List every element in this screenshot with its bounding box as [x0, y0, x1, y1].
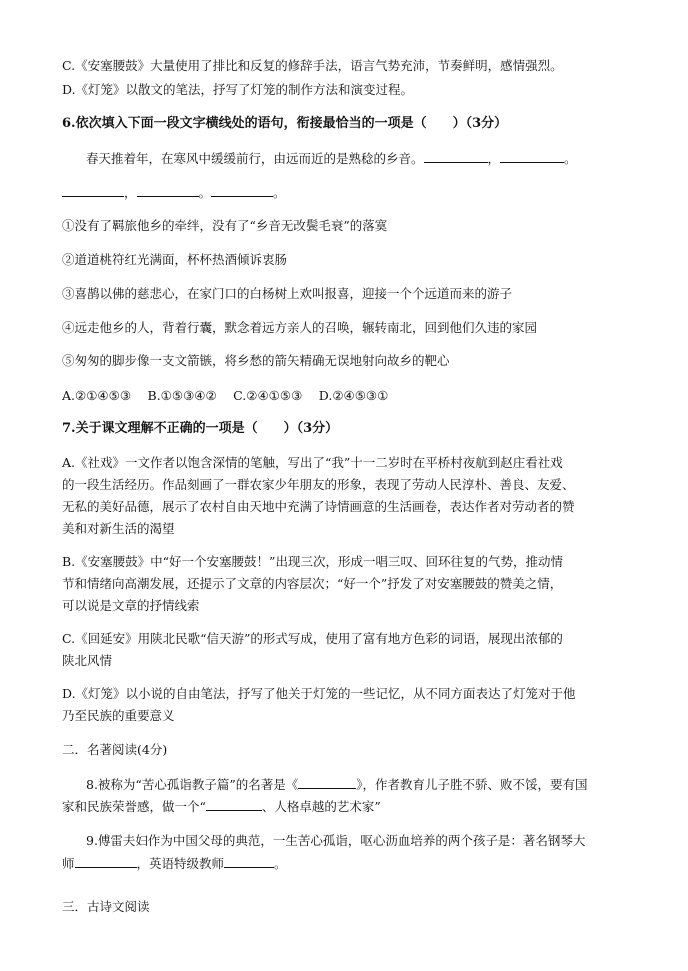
- answer-blank[interactable]: [206, 798, 262, 811]
- answer-blank[interactable]: [137, 184, 199, 197]
- question-9-line-1: 9.傅雷夫妇作为中国父母的典范，一生苦心孤诣，呕心沥血培养的两个孩子是：著名钢琴大: [86, 833, 586, 848]
- answer-blank[interactable]: [211, 184, 273, 197]
- passage-separator: ，: [487, 151, 501, 166]
- passage-text: 春天推着年，在寒风中缓缓前行，由远而近的是熟稔的乡音。: [86, 151, 424, 166]
- q7-option-a-line-1: A.《社戏》一文作者以饱含深情的笔触，写出了“我”十一二岁时在平桥村夜航到赵庄看社戏: [62, 455, 563, 470]
- q7-option-a-line-4: 美和对新生活的渴望: [62, 521, 175, 536]
- question-6-choices: A.②①④⑤③ B.①⑤③④② C.②④①⑤③ D.②④⑤③①: [62, 388, 389, 403]
- question-9-text: 。: [274, 856, 287, 871]
- question-8-line-1: [86, 776, 587, 793]
- answer-blank[interactable]: [424, 150, 488, 163]
- passage-separator: 。: [198, 185, 212, 200]
- q7-option-b-line-1: B.《安塞腰鼓》中“好一个安塞腰鼓！”出现三次，形成一唱三叹、回环往复的气势，推动情: [62, 554, 563, 569]
- question-8-line-2: [62, 798, 381, 815]
- passage-separator: 。: [273, 185, 286, 200]
- q7-option-b-line-2: 节和情绪向高潮发展，还提示了文章的内容层次；“好一个”抒发了对安塞腰鼓的赞美之情，: [62, 576, 563, 591]
- q7-option-d-line-2: 乃至民族的重要意义: [62, 708, 175, 723]
- sentence-option-1: ①没有了羁旅他乡的牵绊，没有了“乡音无改鬓毛衰”的落寞: [62, 218, 388, 233]
- question-8-text: 家和民族荣誉感，做一个“: [62, 799, 206, 814]
- q7-option-b-line-3: 可以说是文章的抒情线索: [62, 598, 200, 613]
- question-8-text: 8.被称为“苦心孤诣教子篇”的名著是《: [86, 777, 299, 792]
- section-2-heading: 二．名著阅读(4分): [62, 742, 168, 757]
- answer-blank[interactable]: [62, 184, 124, 197]
- answer-blank[interactable]: [298, 776, 356, 789]
- answer-blank[interactable]: [500, 150, 564, 163]
- sentence-option-2: ②道道桃符红光满面，杯杯热酒倾诉衷肠: [62, 252, 288, 267]
- q7-option-c-line-2: 陕北风情: [62, 653, 113, 668]
- question-9-text: 师: [62, 856, 75, 871]
- question-8-text: 、人格卓越的艺术家”: [261, 799, 381, 814]
- question-7-title: 7.关于课文理解不正确的一项是（ ）（3分）: [62, 421, 339, 436]
- option-d-line: D.《灯笼》以散文的笔法，抒写了灯笼的制作方法和演变过程。: [62, 82, 414, 97]
- question-8-text: 》，作者教育儿子胜不骄、败不馁，要有国: [356, 777, 588, 792]
- sentence-option-5: ⑤匆匆的脚步像一支文箭镞，将乡愁的箭矢精确无误地射向故乡的靶心: [62, 353, 450, 368]
- section-3-heading: 三．古诗文阅读: [62, 899, 150, 914]
- question-6-passage-line-2: [62, 184, 286, 201]
- sentence-option-4: ④远走他乡的人，背着行囊，默念着远方亲人的召唤，辗转南北，回到他们久违的家园: [62, 320, 538, 335]
- q7-option-a-line-3: 无私的美好品德，展示了农村自由天地中充满了诗情画意的生活画卷，表达作者对劳动者的赞: [62, 499, 575, 514]
- passage-separator: ，: [124, 185, 137, 200]
- option-c-line: C.《安塞腰鼓》大量使用了排比和反复的修辞手法，语言气势充沛，节奏鲜明，感情强烈。: [62, 58, 563, 73]
- q7-option-a-line-2: 的一段生活经历。作品刻画了一群农家少年朋友的形象，表现了劳动人民淳朴、善良、友爱、: [62, 477, 575, 492]
- answer-blank[interactable]: [224, 855, 274, 868]
- question-9-text: ，英语特级教师: [136, 856, 225, 871]
- sentence-option-3: ③喜鹊以佛的慈悲心，在家门口的白杨树上欢叫报喜，迎接一个个远道而来的游子: [62, 286, 513, 301]
- passage-separator: 。: [564, 151, 577, 166]
- q7-option-c-line-1: C.《回延安》用陕北民歌“信天游”的形式写成，使用了富有地方色彩的词语，展现出浓郁的: [62, 631, 563, 646]
- answer-blank[interactable]: [75, 855, 137, 868]
- question-9-line-2: [62, 855, 287, 872]
- q7-option-d-line-1: D.《灯笼》以小说的自由笔法，抒写了他关于灯笼的一些记忆，从不同方面表达了灯笼对于他: [62, 686, 576, 701]
- question-6-title: 6.依次填入下面一段文字横线处的语句，衔接最恰当的一项是（ ）（3分）: [62, 116, 508, 131]
- question-6-passage-line-1: [86, 150, 577, 167]
